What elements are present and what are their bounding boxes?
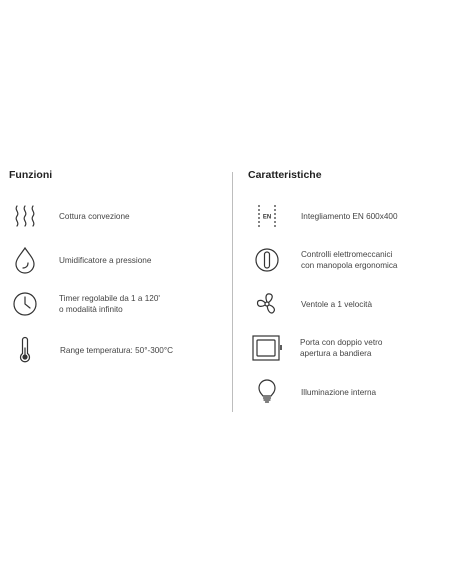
convection-waves-icon (8, 199, 42, 233)
feature-item (8, 287, 160, 321)
oven-door-icon (250, 331, 284, 365)
thermometer-icon (8, 333, 42, 367)
characteristics-section (248, 168, 448, 182)
fan-icon (250, 287, 284, 321)
feature-item (8, 333, 173, 367)
characteristic-item (250, 243, 398, 277)
knob-icon (250, 243, 284, 277)
feature-text: Timer regolabile da 1 a 120' o modalità infinito (59, 294, 160, 314)
characteristic-text: Integliamento EN 600x400 (301, 211, 398, 221)
feature-item (8, 243, 151, 277)
tray-size-icon (250, 199, 284, 233)
light-bulb-icon (250, 375, 284, 409)
characteristic-text: Controlli elettromeccanici con manopola ergonomica (301, 250, 398, 270)
feature-text: Range temperatura: 50°-300°C (60, 345, 174, 355)
characteristic-item (250, 375, 376, 409)
characteristic-item (250, 287, 372, 321)
feature-text: Umidificatore a pressione (59, 255, 152, 265)
characteristics-title: Caratteristiche (248, 169, 322, 181)
characteristic-text: Illuminazione interna (301, 387, 377, 397)
feature-text: Cottura convezione (59, 211, 130, 221)
column-divider (232, 172, 233, 412)
feature-item (8, 199, 130, 233)
characteristic-item (250, 199, 398, 233)
functions-title: Funzioni (9, 169, 53, 181)
characteristic-item (250, 331, 382, 365)
characteristic-text: Porta con doppio vetro apertura a bandiera (300, 338, 383, 358)
clock-icon (8, 287, 42, 321)
characteristic-text: Ventole a 1 velocità (301, 299, 373, 309)
water-drop-icon (8, 243, 42, 277)
tray-size-badge: EN (262, 214, 272, 221)
functions-section (9, 168, 219, 182)
